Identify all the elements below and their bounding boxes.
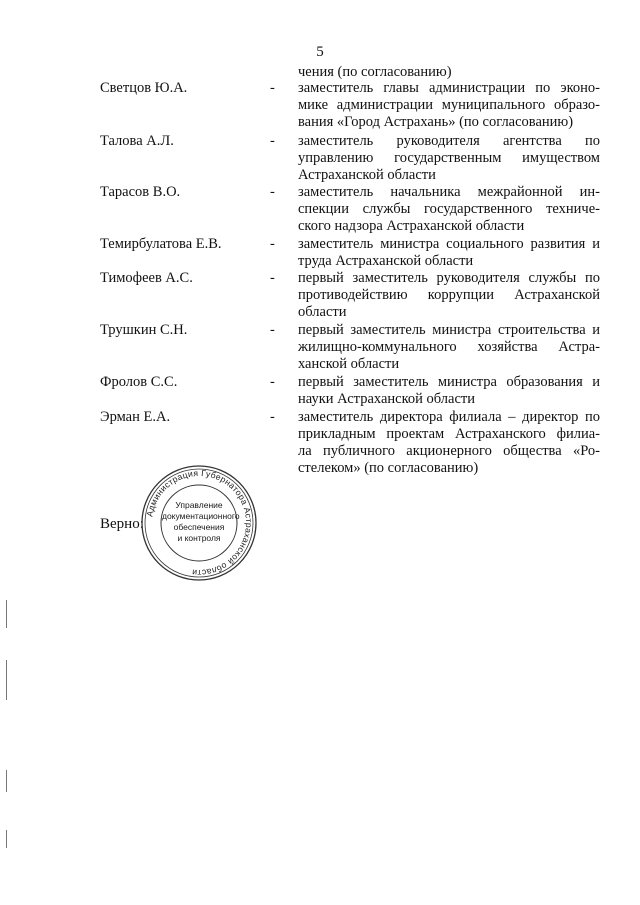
member-name: Трушкин С.Н. [100, 322, 188, 338]
position-line: ханской области [298, 356, 400, 372]
position-line: труда Астраханской области [298, 253, 474, 269]
position-line: заместитель начальника межрайонной ин- [298, 184, 600, 200]
position-line: прикладным проектам Астраханского филиа- [298, 426, 600, 442]
dash-separator: - [270, 80, 275, 96]
position-line: управлению государственным имуществом [298, 150, 600, 166]
member-name: Светцов Ю.А. [100, 80, 188, 96]
position-line: первый заместитель министра строительства и [298, 322, 600, 338]
member-position [298, 236, 600, 270]
position-line: заместитель директора филиала – директор по [298, 409, 600, 425]
continuation-text: чения (по согласованию) [298, 64, 452, 80]
dash-separator: - [270, 184, 275, 200]
certification-label: Верно: [100, 516, 144, 532]
position-line: противодействию коррупции Астраханской [298, 287, 600, 303]
position-line: жилищно-коммунального хозяйства Астра- [298, 339, 600, 355]
position-line: первый заместитель руководителя службы по [298, 270, 600, 286]
member-name: Тарасов В.О. [100, 184, 181, 200]
position-line: спекции службы государственного техниче- [298, 201, 600, 217]
position-line: области [298, 304, 347, 320]
member-name: Тимофеев А.С. [100, 270, 193, 286]
member-position [298, 270, 600, 321]
position-line: мике администрации муниципального образо- [298, 97, 600, 113]
dash-separator: - [270, 322, 275, 338]
position-line: заместитель руководителя агентства по [298, 133, 600, 149]
dash-separator: - [270, 270, 275, 286]
scan-edge-mark [6, 660, 7, 700]
dash-separator: - [270, 236, 275, 252]
position-line: первый заместитель министра образования и [298, 374, 600, 390]
member-name: Темирбулатова Е.В. [100, 236, 222, 252]
position-line: заместитель главы администрации по эконо- [298, 80, 600, 96]
member-position [298, 409, 600, 477]
dash-separator: - [270, 374, 275, 390]
scan-edge-mark [6, 830, 7, 848]
position-line: стелеком» (по согласованию) [298, 460, 479, 476]
position-line: науки Астраханской области [298, 391, 475, 407]
member-name: Эрман Е.А. [100, 409, 171, 425]
svg-text:Администрация Губернатора Астр: Администрация Губернатора Астраханской области [144, 467, 255, 579]
seal-center-text: Управление документационного обеспечения и контроля [162, 500, 240, 543]
member-position [298, 374, 600, 408]
member-position [298, 80, 600, 131]
member-position [298, 322, 600, 373]
page-number: 5 [316, 44, 324, 60]
position-line: ла публичного акционерного общества «Ро- [298, 443, 600, 459]
member-position [298, 133, 600, 184]
position-line: ского надзора Астраханской области [298, 218, 525, 234]
scan-edge-mark [6, 600, 7, 628]
dash-separator: - [270, 133, 275, 149]
member-name: Фролов С.С. [100, 374, 178, 390]
dash-separator: - [270, 409, 275, 425]
position-line: заместитель министра социального развития и [298, 236, 600, 252]
member-name: Талова А.Л. [100, 133, 174, 149]
member-position [298, 184, 600, 235]
position-line: Астраханской области [298, 167, 436, 183]
position-line: вания «Город Астрахань» (по согласованию) [298, 114, 574, 130]
scan-edge-mark [6, 770, 7, 792]
